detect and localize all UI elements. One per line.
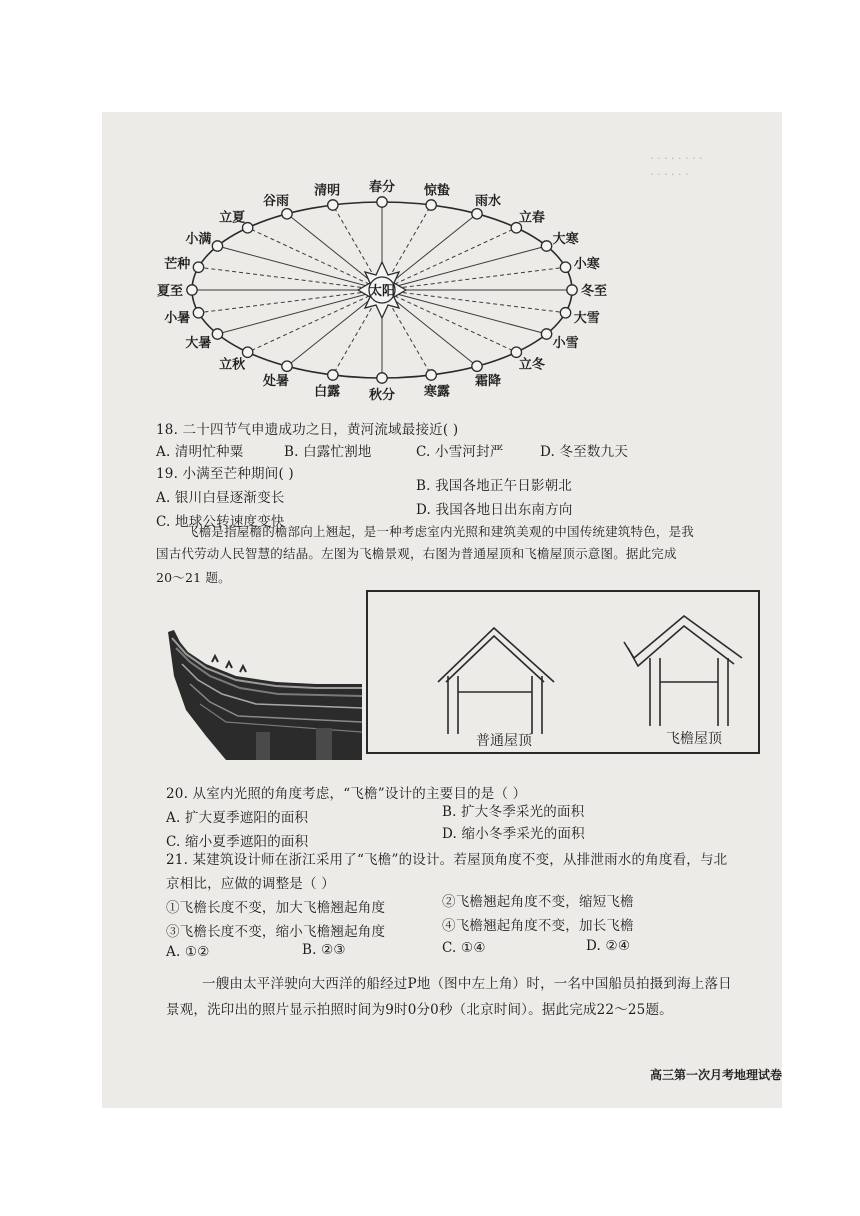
- intro-20-21-line-1: 飞檐是指屋檐的檐部向上翘起，是一种考虑室内光照和建筑美观的中国传统建筑特色，是我: [186, 524, 695, 539]
- normal-roof-label: 普通屋顶: [476, 733, 532, 749]
- solar-term-label: 夏至: [156, 284, 184, 299]
- solar-term-label: 大雪: [573, 310, 600, 326]
- orbit-radial-line: [382, 246, 547, 290]
- solar-terms-orbit-diagram: [102, 112, 782, 412]
- question-21-stem-line-1: 21. 某建筑设计师在浙江采用了“飞檐”的设计。若屋顶角度不变，从排泄雨水的角度看，与北: [166, 852, 728, 868]
- question-18-stem: 18. 二十四节气申遗成功之日，黄河流域最接近( ): [156, 422, 459, 438]
- orbit-radial-line: [248, 228, 382, 290]
- solar-term-label: 惊蛰: [423, 183, 450, 199]
- q18-option-a: A. 清明忙种粟: [156, 444, 244, 460]
- orbit-node: [193, 308, 203, 318]
- orbit-node: [426, 370, 436, 380]
- question-19-stem: 19. 小满至芒种期间( ): [156, 466, 294, 482]
- orbit-radial-line: [382, 290, 566, 313]
- solar-term-label: 大寒: [552, 232, 579, 247]
- orbit-radial-line: [217, 246, 382, 290]
- q20-option-a: A. 扩大夏季遮阳的面积: [166, 810, 309, 826]
- orbit-node: [187, 285, 197, 295]
- orbit-radial-line: [198, 267, 382, 290]
- solar-term-label: 立春: [518, 210, 545, 226]
- flying-roof-drawing: [624, 616, 742, 726]
- orbit-node: [212, 329, 222, 339]
- q21-statement-1: ①飞檐长度不变，加大飞檐翘起角度: [166, 900, 386, 916]
- q20-option-c: C. 缩小夏季遮阳的面积: [166, 834, 309, 850]
- orbit-node: [377, 373, 387, 383]
- orbit-radial-line: [217, 290, 382, 334]
- orbit-radial-line: [248, 290, 382, 352]
- sun-label: 太阳: [368, 284, 396, 299]
- q19-option-a: A. 银川白昼逐渐变长: [156, 490, 285, 506]
- intro-20-21-line-3: 20～21 题。: [156, 570, 231, 585]
- orbit-node: [541, 329, 551, 339]
- orbit-node: [560, 308, 570, 318]
- q20-option-b: B. 扩大冬季采光的面积: [442, 804, 585, 820]
- orbit-node: [472, 209, 482, 219]
- q18-option-b: B. 白露忙割地: [284, 444, 372, 460]
- solar-term-label: 寒露: [423, 384, 450, 400]
- orbit-node: [282, 209, 292, 219]
- solar-term-label: 秋分: [368, 388, 396, 403]
- normal-roof-drawing: [438, 628, 554, 734]
- roof-comparison-figure: [366, 590, 760, 754]
- orbit-node: [567, 285, 577, 295]
- orbit-node: [541, 241, 551, 251]
- solar-term-label: 立秋: [219, 357, 246, 373]
- solar-term-label: 谷雨: [262, 193, 290, 209]
- exam-page: [102, 112, 782, 1108]
- intro-22-25-line-2: 景观，洗印出的照片显示拍照时间为9时0分0秒（北京时间）。据此完成22～25题。: [166, 1002, 673, 1018]
- solar-term-label: 小雪: [552, 336, 579, 351]
- q19-option-c: C. 地球公转速度变快: [156, 514, 285, 530]
- q19-option-b: B. 我国各地正午日影朝北: [416, 478, 573, 494]
- orbit-radial-line: [382, 228, 516, 290]
- orbit-node: [328, 370, 338, 380]
- page-footer: 高三第一次月考地理试卷: [650, 1068, 782, 1082]
- bleed-through-text: · · · · · · · ·: [650, 152, 703, 165]
- solar-term-label: 小满: [185, 232, 212, 247]
- orbit-node: [242, 347, 252, 357]
- solar-term-label: 大暑: [185, 336, 212, 351]
- solar-term-label: 小暑: [164, 310, 191, 326]
- solar-term-label: 立夏: [219, 210, 246, 226]
- q21-option-b: B. ②③: [302, 942, 346, 958]
- solar-term-label: 芒种: [164, 257, 191, 273]
- q21-option-a: A. ①②: [166, 944, 210, 960]
- q20-option-d: D. 缩小冬季采光的面积: [442, 826, 585, 842]
- q21-statement-4: ④飞檐翘起角度不变，加长飞檐: [442, 918, 634, 934]
- q21-statement-2: ②飞檐翘起角度不变，缩短飞檐: [442, 894, 634, 910]
- orbit-node: [328, 200, 338, 210]
- intro-20-21-line-2: 国古代劳动人民智慧的结晶。左图为飞檐景观，右图为普通屋顶和飞檐屋顶示意图。据此完成: [156, 546, 677, 561]
- orbit-radial-line: [198, 290, 382, 313]
- solar-term-label: 冬至: [580, 284, 608, 299]
- orbit-node: [511, 347, 521, 357]
- solar-term-label: 春分: [368, 180, 396, 195]
- orbit-radial-line: [382, 290, 516, 352]
- question-20-stem: 20. 从室内光照的角度考虑，“飞檐”设计的主要目的是（ ）: [166, 786, 527, 802]
- orbit-node: [560, 262, 570, 272]
- solar-term-label: 小寒: [573, 257, 600, 273]
- orbit-node: [212, 241, 222, 251]
- solar-term-label: 处暑: [262, 374, 290, 390]
- flying-roof-label: 飞檐屋顶: [666, 731, 722, 747]
- solar-term-label: 清明: [314, 183, 341, 199]
- orbit-radial-line: [382, 267, 566, 290]
- solar-term-label: 立冬: [518, 357, 545, 373]
- orbit-node: [377, 197, 387, 207]
- question-21-stem-line-2: 京相比，应做的调整是（ ）: [166, 876, 335, 892]
- q21-statement-3: ③飞檐长度不变，缩小飞檐翘起角度: [166, 924, 386, 940]
- q18-option-d: D. 冬至数九天: [540, 444, 629, 460]
- orbit-node: [426, 200, 436, 210]
- q18-option-c: C. 小雪河封严: [416, 444, 504, 460]
- solar-term-label: 白露: [314, 384, 341, 400]
- q21-option-d: D. ②④: [586, 938, 631, 954]
- solar-term-label: 雨水: [474, 193, 502, 209]
- flying-eave-photo: [166, 624, 362, 760]
- q21-option-c: C. ①④: [442, 940, 486, 956]
- solar-term-label: 霜降: [474, 374, 502, 390]
- bleed-through-text: · · · · · ·: [650, 168, 689, 181]
- q19-option-d: D. 我国各地日出东南方向: [416, 502, 573, 518]
- orbit-node: [472, 361, 482, 371]
- orbit-node: [193, 262, 203, 272]
- orbit-radial-line: [382, 290, 547, 334]
- orbit-node: [282, 361, 292, 371]
- intro-22-25-line-1: 一艘由太平洋驶向大西洋的船经过P地（图中左上角）时，一名中国船员拍摄到海上落日: [202, 976, 732, 992]
